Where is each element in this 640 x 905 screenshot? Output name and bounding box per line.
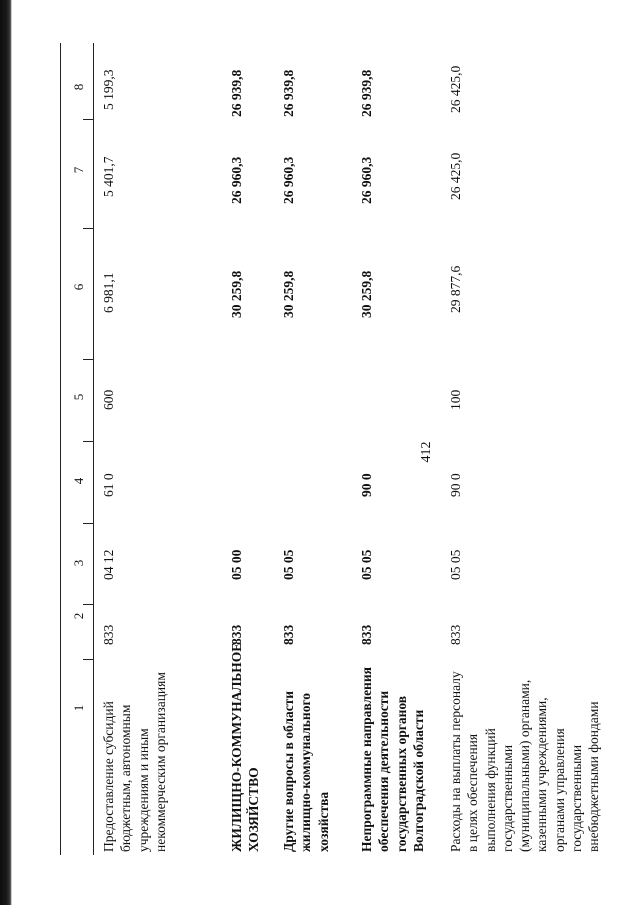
column-divider — [83, 228, 93, 229]
column-divider — [83, 441, 93, 442]
column-number: 3 — [71, 559, 86, 567]
cell-value-8: 26 939,8 — [281, 69, 296, 117]
cell-section: 05 00 — [229, 549, 244, 580]
table-top-border — [60, 43, 61, 855]
cell-article: 90 0 — [448, 473, 463, 497]
column-divider — [83, 659, 93, 660]
cell-value-8: 5 199,3 — [101, 69, 116, 110]
row-name: Другие вопросы в области жилищно-коммунального хозяйства — [281, 690, 331, 852]
cell-value-7: 26 425,0 — [448, 152, 463, 200]
cell-type: 600 — [101, 389, 116, 410]
cell-section: 05 05 — [281, 549, 296, 580]
row-name: Непрограммные направления обеспечения деятельности государственных органов Волгоградской области — [359, 667, 426, 852]
cell-value-6: 29 877,6 — [448, 265, 463, 313]
column-number: 1 — [71, 704, 86, 712]
cell-article: 90 0 — [359, 473, 374, 497]
cell-value-7: 5 401,7 — [101, 156, 116, 197]
cell-section: 05 05 — [448, 549, 463, 580]
column-number: 5 — [71, 393, 86, 401]
column-number: 6 — [71, 283, 86, 291]
column-number: 7 — [71, 166, 86, 174]
column-number: 8 — [71, 83, 86, 91]
row-name: Расходы на выплаты персоналу в целях обеспечения выполнения функций государственными (муниципальными) органами, казенными учреждениями, органами управления государственными внебюджетными фондами — [448, 671, 602, 852]
scan-edge — [0, 0, 12, 905]
column-number: 2 — [71, 612, 86, 620]
cell-value-6: 30 259,8 — [229, 270, 244, 318]
cell-value-7: 26 960,3 — [359, 156, 374, 204]
cell-code: 833 — [229, 624, 244, 645]
column-divider — [83, 119, 93, 120]
cell-code: 833 — [448, 624, 463, 645]
cell-code: 833 — [281, 624, 296, 645]
cell-section: 04 12 — [101, 549, 116, 580]
header-bottom-border — [93, 43, 94, 855]
cell-value-8: 26 939,8 — [359, 69, 374, 117]
cell-article: 61 0 — [101, 473, 116, 497]
row-name: Предоставление субсидий бюджетным, автономным учреждениям и иным некоммерческим организациям — [101, 672, 168, 852]
column-divider — [83, 604, 93, 605]
page-number: 412 — [419, 441, 434, 463]
cell-value-8: 26 939,8 — [229, 69, 244, 117]
column-number: 4 — [71, 477, 86, 485]
cell-code: 833 — [359, 624, 374, 645]
column-divider — [83, 523, 93, 524]
cell-value-7: 26 960,3 — [229, 156, 244, 204]
column-divider — [83, 359, 93, 360]
cell-value-6: 30 259,8 — [359, 270, 374, 318]
cell-value-7: 26 960,3 — [281, 156, 296, 204]
cell-value-6: 30 259,8 — [281, 270, 296, 318]
cell-type: 100 — [448, 389, 463, 410]
budget-table — [55, 0, 640, 855]
cell-code: 833 — [101, 624, 116, 645]
cell-value-6: 6 981,1 — [101, 272, 116, 313]
cell-value-8: 26 425,0 — [448, 65, 463, 113]
cell-section: 05 05 — [359, 549, 374, 580]
row-name: ЖИЛИЩНО-КОММУНАЛЬНОЕ ХОЗЯЙСТВО — [229, 642, 262, 852]
